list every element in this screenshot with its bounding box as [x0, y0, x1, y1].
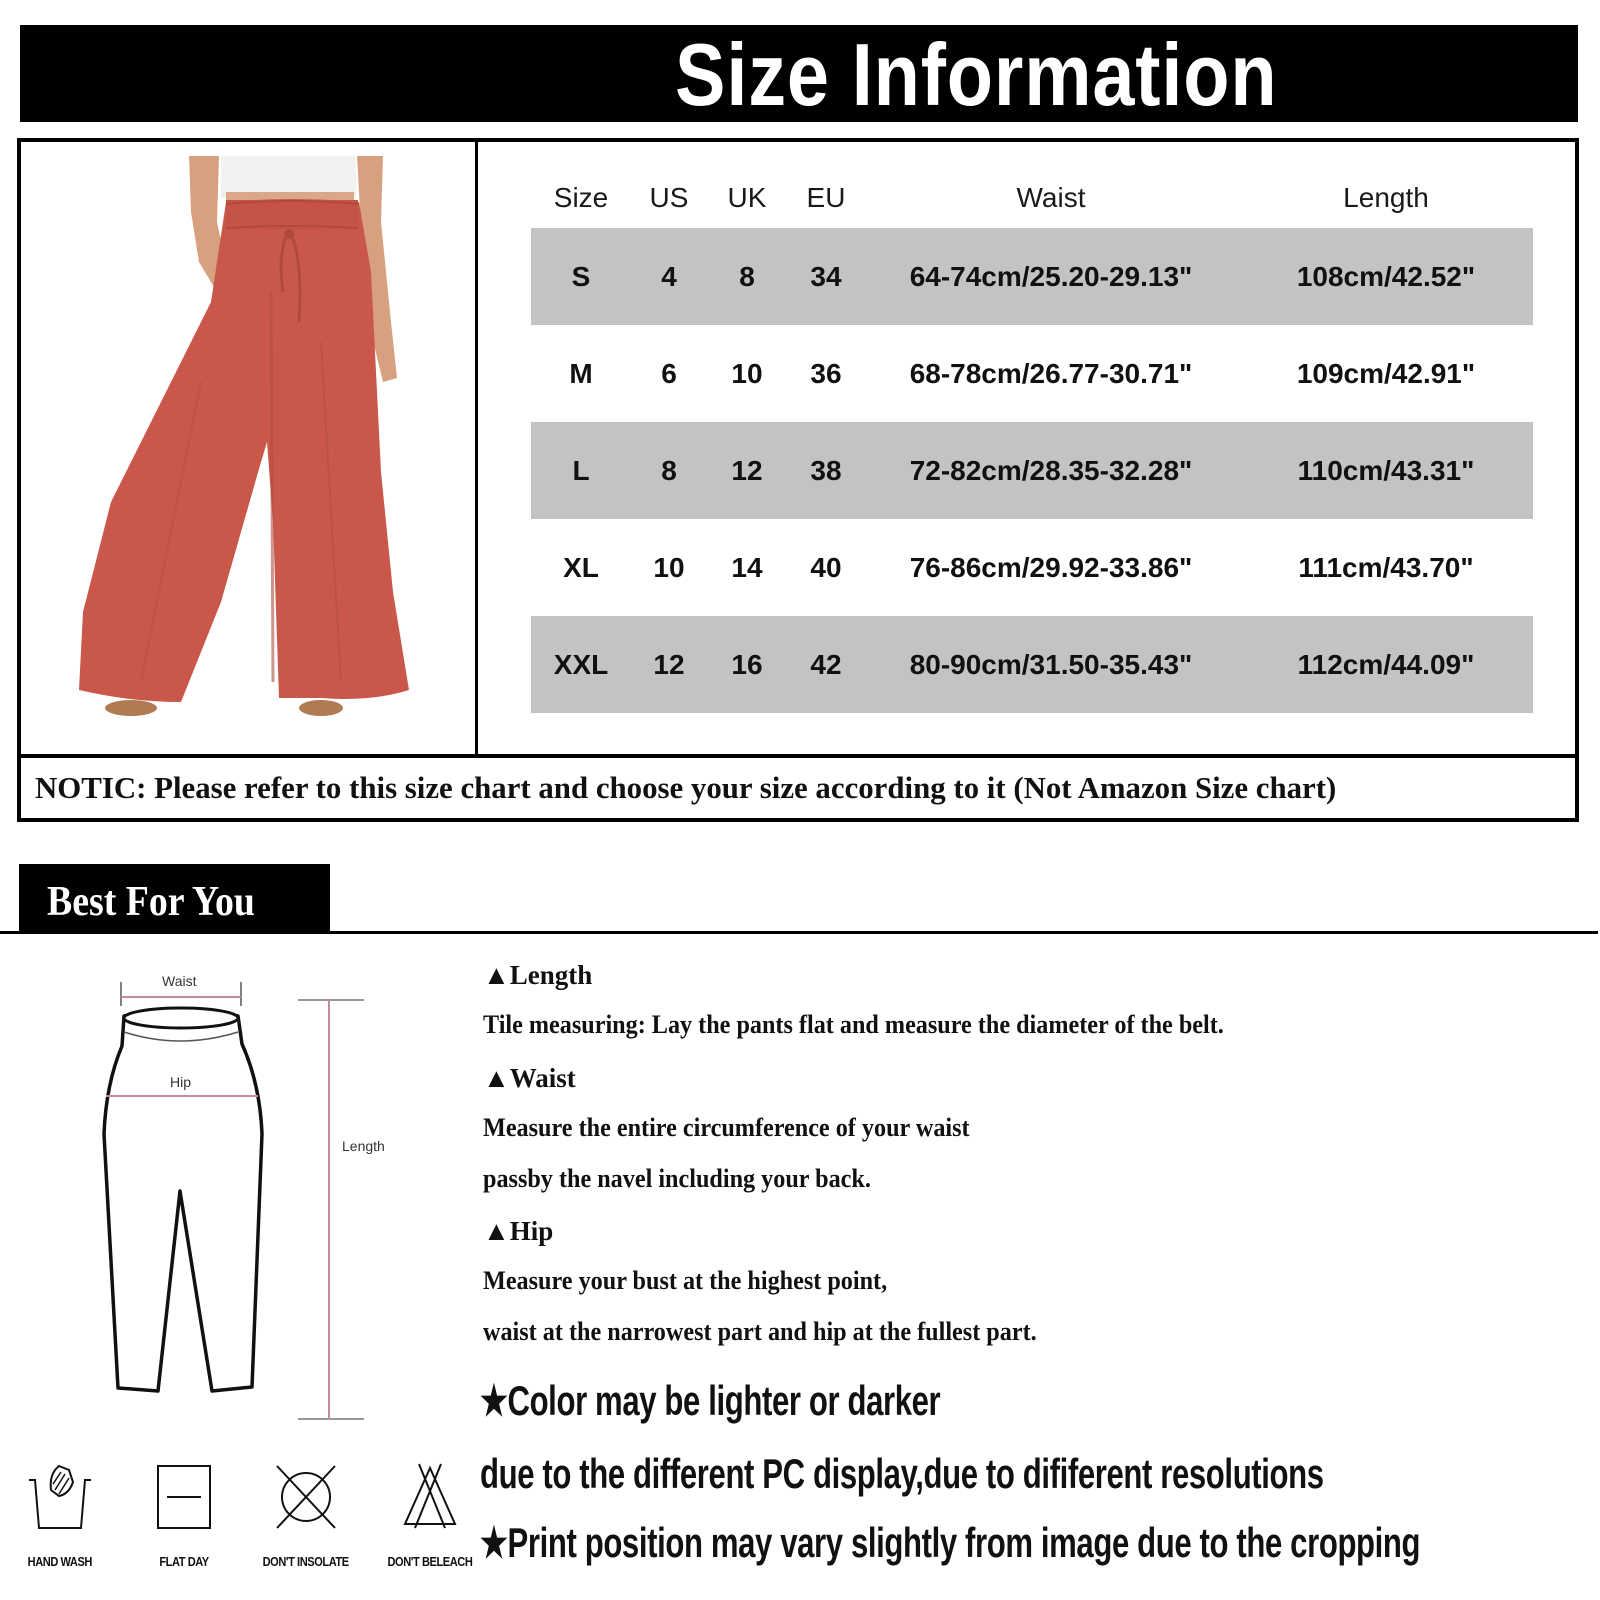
cell-us: 4: [661, 260, 677, 292]
size-notice: NOTIC: Please refer to this size chart and choose your size according to it (Not Amazon Size chart): [35, 770, 1337, 805]
dont-bleach-icon: [395, 1460, 465, 1532]
page-title: Size Information: [675, 25, 1278, 124]
cell-waist: 72-82cm/28.35-32.28": [909, 454, 1193, 486]
care-label: FLAT DAY: [159, 1554, 209, 1569]
table-row: [531, 519, 1533, 616]
table-row: [531, 325, 1533, 422]
note-print-position: ★Print position may vary slightly from image due to the cropping: [480, 1519, 1421, 1566]
header-waist: Waist: [1016, 182, 1086, 213]
pants-photo-illustration: [21, 142, 478, 754]
size-table-header: [481, 170, 1579, 226]
care-dont-insolate: [246, 1460, 366, 1571]
diagram-hip-label: Hip: [170, 1074, 192, 1090]
size-table: [481, 142, 1579, 754]
size-chart-box: [17, 138, 1579, 822]
cell-size: M: [569, 357, 593, 389]
cell-waist: 80-90cm/31.50-35.43": [909, 648, 1193, 680]
pants-outline-icon: [0, 934, 470, 1434]
cell-eu: 38: [810, 454, 842, 486]
cell-waist: 68-78cm/26.77-30.71": [909, 357, 1193, 389]
care-label: HAND WASH: [27, 1554, 93, 1569]
instruction-hip-heading: ▲Hip: [483, 1216, 554, 1246]
hand-wash-icon: [25, 1460, 95, 1532]
cell-length: 110cm/43.31": [1297, 454, 1475, 486]
dont-insolate-icon: [271, 1460, 341, 1532]
cell-uk: 16: [731, 648, 763, 680]
cell-us: 12: [653, 648, 685, 680]
diagram-length-label: Length: [342, 1138, 385, 1154]
best-for-you-tab: [19, 864, 330, 934]
cell-length: 108cm/42.52": [1296, 260, 1476, 292]
cell-eu: 40: [810, 551, 842, 583]
cell-length: 109cm/42.91": [1296, 357, 1476, 389]
cell-eu: 34: [810, 260, 842, 292]
instruction-hip-text-1: Measure your bust at the highest point,: [483, 1266, 888, 1295]
instruction-length-heading: ▲Length: [483, 960, 593, 990]
care-hand-wash: [0, 1460, 120, 1571]
header-size: Size: [553, 182, 609, 213]
flat-dry-icon: [149, 1460, 219, 1532]
care-dont-bleach: [370, 1460, 490, 1571]
note-color: ★Color may be lighter or darker: [480, 1377, 941, 1424]
cell-size: S: [571, 260, 591, 292]
instruction-waist-text-2: passby the navel including your back.: [483, 1164, 871, 1193]
cell-eu: 36: [810, 357, 842, 389]
table-row: [531, 228, 1533, 325]
cell-size: XXL: [553, 648, 609, 680]
title-banner: [20, 25, 1578, 122]
cell-us: 6: [661, 357, 677, 389]
product-photo: [21, 142, 478, 754]
table-row: [531, 616, 1533, 713]
diagram-waist-label: Waist: [162, 973, 197, 989]
care-label: DON'T INSOLATE: [262, 1554, 350, 1569]
note-display: due to the different PC display,due to dififerent resolutions: [480, 1450, 1324, 1497]
cell-size: XL: [563, 551, 599, 583]
cell-uk: 14: [731, 551, 763, 583]
cell-us: 8: [661, 454, 677, 486]
cell-uk: 12: [731, 454, 763, 486]
header-uk: UK: [727, 182, 767, 213]
cell-us: 10: [653, 551, 685, 583]
best-for-you-title: Best For You: [47, 879, 255, 925]
cell-uk: 8: [739, 260, 755, 292]
cell-length: 111cm/43.70": [1298, 551, 1474, 583]
cell-size: L: [572, 454, 590, 486]
cell-waist: 76-86cm/29.92-33.86": [909, 551, 1193, 583]
measurement-diagram: [0, 934, 470, 1434]
cell-uk: 10: [731, 357, 763, 389]
care-flat-dry: [124, 1460, 244, 1571]
table-row: [531, 422, 1533, 519]
cell-waist: 64-74cm/25.20-29.13": [909, 260, 1193, 292]
cell-eu: 42: [810, 648, 842, 680]
instruction-length-text: Tile measuring: Lay the pants flat and measure the diameter of the belt.: [483, 1010, 1224, 1039]
cell-length: 112cm/44.09": [1297, 648, 1475, 680]
header-us: US: [649, 182, 689, 213]
care-label: DON'T BELEACH: [387, 1554, 473, 1569]
instruction-waist-text-1: Measure the entire circumference of your waist: [483, 1113, 970, 1142]
header-eu: EU: [806, 182, 846, 213]
notice-row: [21, 754, 1575, 818]
instruction-waist-heading: ▲Waist: [483, 1063, 576, 1093]
instruction-hip-text-2: waist at the narrowest part and hip at the fullest part.: [483, 1317, 1037, 1346]
header-length: Length: [1343, 182, 1429, 213]
care-instructions: [0, 1460, 480, 1600]
